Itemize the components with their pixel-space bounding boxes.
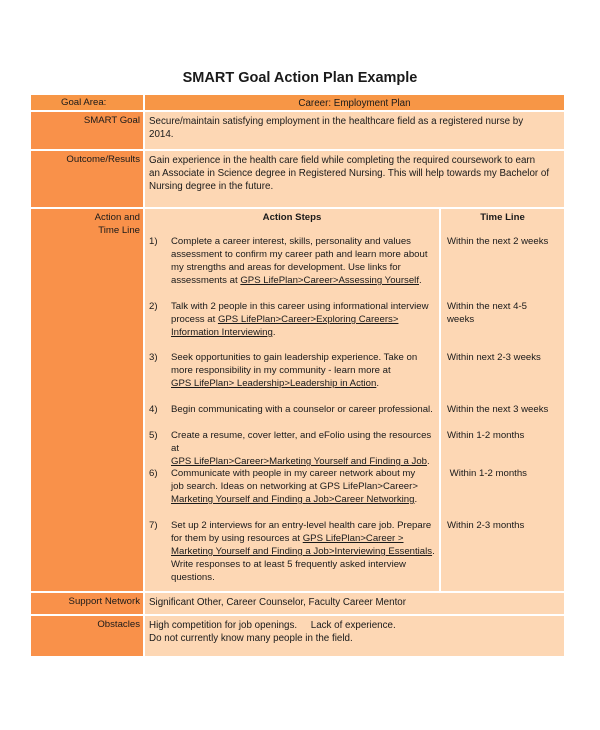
goal-area-value: Career: Employment Plan: [145, 95, 564, 110]
smart-goal-line: Secure/maintain satisfying employment in the healthcare field as a registered nurse by: [149, 116, 524, 127]
step-number: 2): [149, 301, 158, 312]
step-number: 1): [149, 236, 158, 247]
step-line: Begin communicating with a counselor or career professional.: [171, 404, 433, 415]
step-line: more responsibility in my community - learn more at: [171, 365, 391, 376]
action-plan-table: [31, 95, 564, 656]
outcome-line: Gain experience in the health care field while completing the required coursework to earn: [149, 155, 536, 166]
smart-goal-row: [31, 112, 564, 149]
obstacles-line: High competition for job openings. Lack of experience.: [149, 620, 396, 631]
outcome-line: an Associate in Science degree in Registered Nursing. This will help towards my Bachelor of: [149, 168, 550, 179]
obstacles-line: Do not currently know many people in the field.: [149, 633, 353, 644]
time-line-item: Within 1-2 months: [447, 468, 527, 479]
step-line: assessment to confirm my career path and learn more about: [171, 249, 428, 260]
goal-area-label: Goal Area:: [31, 95, 143, 110]
time-line-item: Within 2-3 months: [447, 520, 525, 531]
step-link[interactable]: Marketing Yourself and Finding a Job>Interviewing Essentials: [171, 546, 433, 557]
step-number: 3): [149, 352, 158, 363]
outcome-line: Nursing degree in the future.: [149, 181, 274, 192]
step-line: Talk with 2 people in this career using informational interview: [171, 301, 429, 312]
support-network-label: Support Network: [31, 593, 143, 614]
time-line-item: Within the next 3 weeks: [447, 404, 549, 415]
step-link[interactable]: GPS LifePlan>Career >: [302, 533, 404, 544]
step-line: Write responses to at least 5 frequently asked interview: [171, 559, 406, 570]
smart-goal-label: SMART Goal: [31, 112, 143, 149]
action-steps-column: Action Steps 1) Complete a career interest, skills, personality and values assessment to confirm my career path and learn more about my strengths and areas for development. Use links for assessments at GPS LifePlan>Career>Assessing Yourself. 2) Talk with 2 people in this career using informational interview process at GPS LifePlan>Career>Exploring Careers> Information Interviewing. 3) Seek opportunities to gain leadership experience. Take on more responsibility in my community - learn more at GPS LifePlan> Leadership>Leadership in Action. 4) Begin communicating with a counselor or career professional. 5) Create a resume, cover letter, and eFolio using the resources at GPS LifePlan>Career>Marketing Yourself and Finding a Job. 6) Communicate with people in my career network about my job search. Ideas on networking at GPS LifePlan>Career> Marketing Yourself and Finding a Job>Career Networking. 7) Set up 2 interviews for an entry-level health care job. Prepare for them by using resources at GPS LifePlan>Career > Marketing Yourself and Finding a Job>Interviewing Essentials. Write responses to at least 5 frequently asked interview questions.: [145, 209, 439, 591]
step-number: 5): [149, 430, 158, 441]
outcome-value: [145, 151, 564, 207]
time-line-column: [441, 209, 564, 591]
time-line-item: Within the next 2 weeks: [447, 236, 549, 247]
outcome-label: Outcome/Results: [31, 151, 143, 207]
support-network-value: Significant Other, Career Counselor, Faculty Career Mentor: [145, 593, 564, 614]
time-line-header: Time Line: [480, 212, 525, 223]
goal-area-row: [31, 95, 564, 110]
step-line: Seek opportunities to gain leadership experience. Take on: [171, 352, 418, 363]
support-network-row: [31, 593, 564, 614]
time-line-item: Within 1-2 months: [447, 430, 525, 441]
step-number: 4): [149, 404, 158, 415]
page-title: SMART Goal Action Plan Example: [182, 70, 418, 86]
action-steps-area: [145, 209, 564, 591]
step-line: questions.: [171, 572, 215, 583]
action-label: [31, 209, 143, 591]
time-line-item: Within next 2-3 weeks: [447, 352, 541, 363]
time-line-item: Within the next 4-5 weeks: [447, 301, 527, 325]
step-link[interactable]: GPS LifePlan>Career>Assessing Yourself: [240, 275, 419, 286]
action-label-line: Time Line: [98, 224, 140, 236]
step-link[interactable]: GPS LifePlan>Career>Marketing Yourself and Finding a Job: [171, 456, 427, 467]
smart-goal-line: 2014.: [149, 129, 174, 140]
step-line: Complete a career interest, skills, personality and values: [171, 236, 411, 247]
step-number: 6): [149, 468, 158, 479]
step-line: Create a resume, cover letter, and eFolio using the resources at: [171, 430, 432, 454]
outcome-row: [31, 151, 564, 207]
obstacles-label: Obstacles: [31, 616, 143, 656]
step-line: Communicate with people in my career network about my: [171, 468, 416, 479]
step-link[interactable]: Marketing Yourself and Finding a Job>Career Networking: [171, 494, 415, 505]
action-steps-header: Action Steps: [262, 212, 322, 223]
step-link[interactable]: Information Interviewing: [171, 327, 273, 338]
obstacles-row: [31, 616, 564, 656]
step-line: job search. Ideas on networking at GPS LifePlan>Career>: [171, 481, 418, 492]
action-label-line: Action and: [94, 212, 140, 223]
obstacles-value: [145, 616, 564, 656]
step-link[interactable]: GPS LifePlan>Career>Exploring Careers>: [217, 314, 399, 325]
step-number: 7): [149, 520, 158, 531]
step-line: Set up 2 interviews for an entry-level health care job. Prepare: [171, 520, 432, 531]
step-link[interactable]: GPS LifePlan> Leadership>Leadership in Action: [171, 378, 377, 389]
step-line: my strengths and areas for development. Use links for: [171, 262, 401, 273]
action-row: [31, 209, 564, 591]
smart-goal-value: [145, 112, 564, 149]
